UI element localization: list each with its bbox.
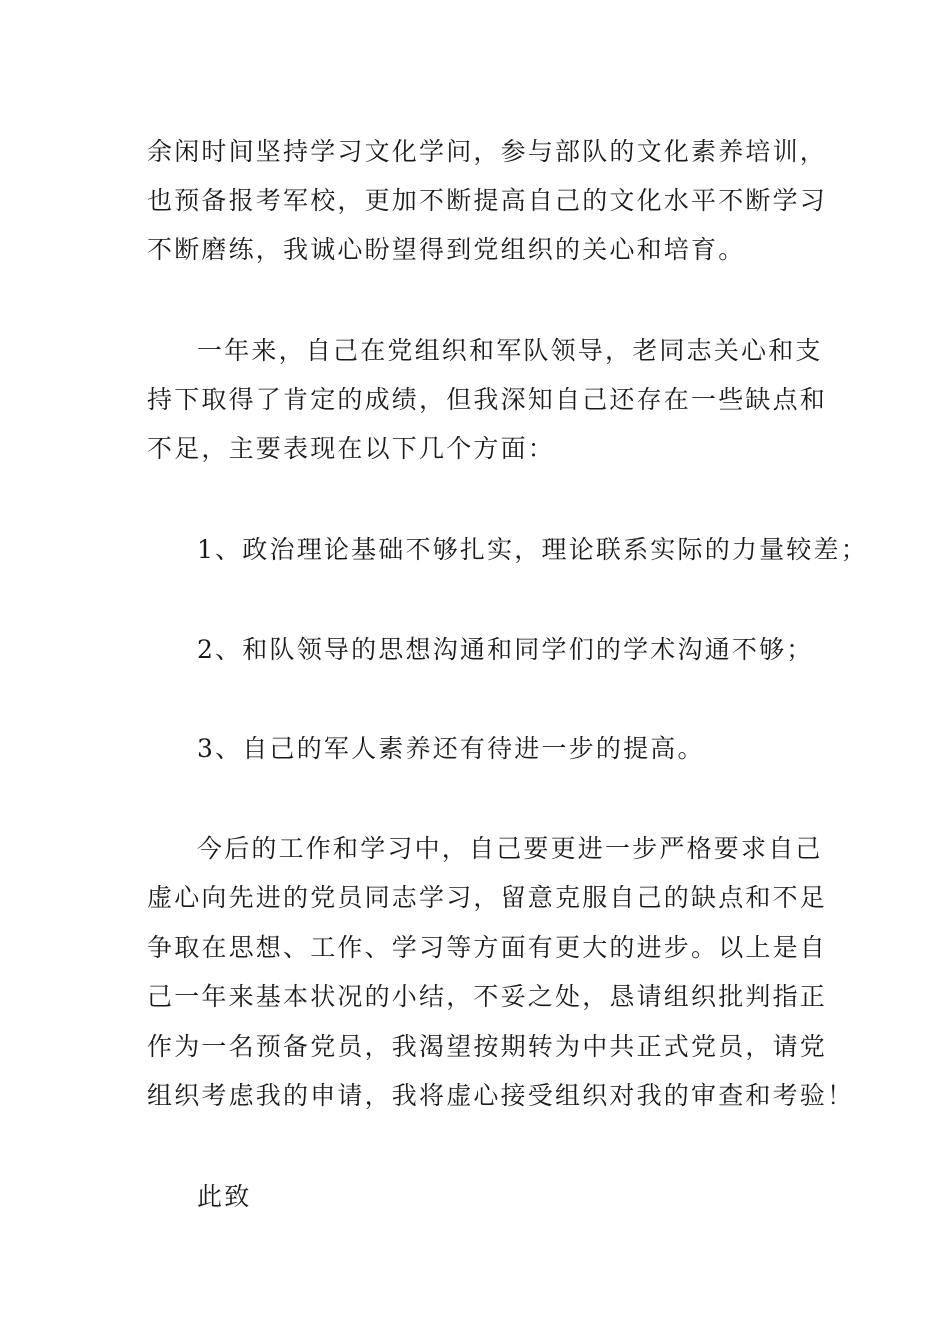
text-line: 持下取得了肯定的成绩，但我深知自己还存在一些缺点和	[147, 385, 828, 414]
text-line: 也预备报考军校，更加不断提高自己的文化水平不断学习	[147, 186, 828, 215]
text-line: 虚心向先进的党员同志学习，留意克服自己的缺点和不足	[147, 883, 828, 912]
text-line: 一年来，自己在党组织和军队领导，老同志关心和支	[197, 336, 823, 365]
text-line: 组织考虑我的申请，我将虚心接受组织对我的审查和考验！	[147, 1081, 855, 1110]
text-line: 不足，主要表现在以下几个方面：	[147, 434, 556, 463]
text-line: 余闲时间坚持学习文化学问，参与部队的文化素养培训，	[147, 137, 828, 166]
text-line: 作为一名预备党员，我渴望按期转为中共正式党员，请党	[147, 1032, 828, 1061]
closing-salutation: 此致	[197, 1182, 252, 1211]
text-line: 争取在思想、工作、学习等方面有更大的进步。以上是自	[147, 933, 828, 962]
text-line: 不断磨练，我诚心盼望得到党组织的关心和培育。	[147, 235, 746, 264]
list-item-2: 2、和队领导的思想沟通和同学们的学术沟通不够；	[197, 635, 814, 664]
text-line: 己一年来基本状况的小结，不妥之处，恳请组织批判指正	[147, 982, 828, 1011]
list-item-1: 1、政治理论基础不够扎实，理论联系实际的力量较差；	[197, 535, 868, 564]
list-item-3: 3、自己的军人素养还有待进一步的提高。	[197, 734, 705, 763]
text-line: 今后的工作和学习中，自己要更进一步严格要求自己	[197, 834, 823, 863]
